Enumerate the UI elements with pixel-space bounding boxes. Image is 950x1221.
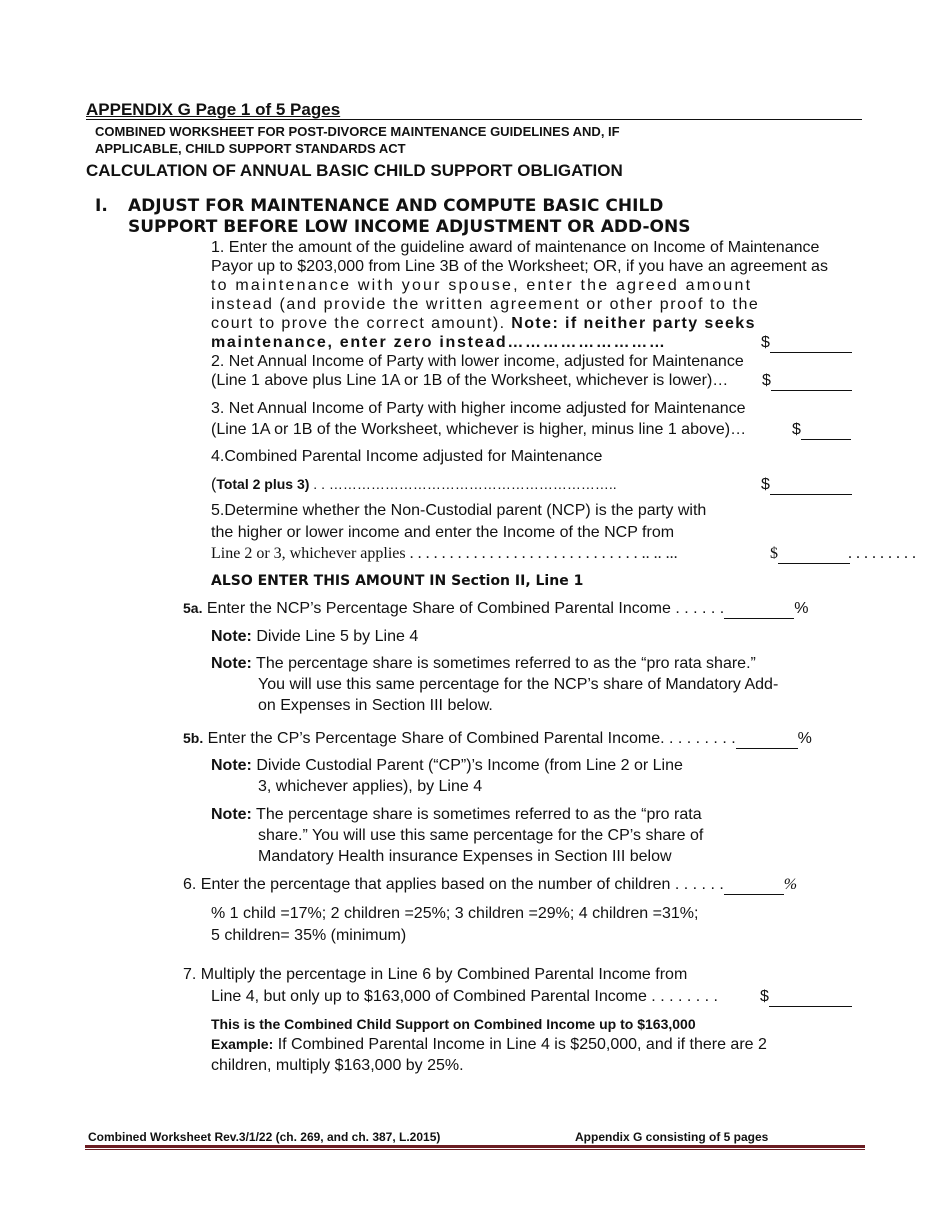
line5-text-2: the higher or lower income and enter the Income of the NCP from — [211, 524, 675, 541]
line4-text-2 — [211, 476, 617, 494]
line5b-label: Enter the CP’s Percentage Share of Combined Parental Income. . . . . . . . . — [203, 730, 736, 747]
line4-paren: ( — [211, 476, 217, 493]
line1-amount — [761, 334, 852, 353]
line5-dollar: $ — [770, 545, 778, 562]
line6-percentages-2: 5 children= 35% (minimum) — [211, 927, 407, 944]
line4-amount — [761, 476, 852, 495]
line7-example — [211, 1036, 767, 1054]
line5a-note-2-line-2: You will use this same percentage for the NCP’s share of Mandatory Add- — [258, 676, 779, 693]
line1-text-1: 1. Enter the amount of the guideline award of maintenance on Income of Maintenance — [211, 239, 820, 256]
line7-text-2: Line 4, but only up to $163,000 of Combined Parental Income . . . . . . . . — [211, 988, 718, 1005]
line7-amount-field[interactable] — [769, 988, 852, 1007]
line3-dollar: $ — [792, 421, 801, 438]
line5a-number: 5a. — [183, 600, 203, 616]
line7-combined-note: This is the Combined Child Support on Combined Income up to $163,000 — [211, 1016, 696, 1032]
line1-dollar: $ — [761, 334, 770, 351]
line5b-text — [183, 730, 812, 749]
line5a-note-1-label: Note: — [211, 628, 252, 645]
line6-percentages-1: % 1 child =17%; 2 children =25%; 3 children =29%; 4 children =31%; — [211, 905, 699, 922]
line6-text — [183, 876, 797, 895]
line7-example-label: Example: — [211, 1036, 274, 1052]
line7-dollar: $ — [760, 988, 769, 1005]
line1-text-5 — [211, 315, 756, 333]
line6-label: 6. Enter the percentage that applies based on the number of children . . . . . . — [183, 876, 724, 893]
line4-total: Total 2 plus 3) — [216, 476, 310, 492]
line5a-note-2-label: Note: — [211, 655, 252, 672]
line5-amount-field[interactable] — [778, 545, 850, 564]
line1-amount-field[interactable] — [770, 334, 852, 353]
footer-rule-thin — [85, 1149, 865, 1150]
line1-text-5a: court to prove the correct amount). — [211, 315, 512, 332]
line5-text-3: Line 2 or 3, whichever applies . . . . . . . . . . . . . . . . . . . . . . . . . . . . . .. .. ... — [211, 545, 678, 562]
line5a-note-2-line-1: The percentage share is sometimes referred to as the “pro rata share.” — [251, 655, 756, 672]
line5a-text — [183, 600, 808, 619]
line5a-note-1 — [211, 628, 418, 646]
line5b-percent-sign: % — [797, 730, 812, 747]
section-title-line-2: SUPPORT BEFORE LOW INCOME ADJUSTMENT OR ADD-ONS — [128, 217, 691, 237]
line7-text-1: 7. Multiply the percentage in Line 6 by Combined Parental Income from — [183, 966, 688, 983]
appendix-title: APPENDIX G Page 1 of 5 Pages — [86, 100, 341, 119]
line5-amount — [770, 545, 850, 564]
line2-amount-field[interactable] — [771, 372, 852, 391]
line2-amount — [762, 372, 852, 391]
line5b-note-1 — [211, 757, 683, 775]
section-number: I. — [95, 196, 108, 216]
line1-text-4: instead (and provide the written agreement or other proof to the — [211, 296, 760, 313]
footer-page-count: Appendix G consisting of 5 pages — [575, 1130, 769, 1144]
line5b-note-2 — [211, 806, 702, 824]
line5a-percent-sign: % — [794, 600, 809, 617]
line5a-note-2-line-3: on Expenses in Section III below. — [258, 697, 493, 714]
line5a-label: Enter the NCP’s Percentage Share of Combined Parental Income . . . . . . — [202, 600, 725, 617]
line4-amount-field[interactable] — [770, 476, 852, 495]
line2-text-2: (Line 1 above plus Line 1A or 1B of the Worksheet, whichever is lower)… — [211, 372, 729, 389]
line1-text-6: maintenance, enter zero instead……………………… — [211, 334, 667, 351]
line1-note: Note: if neither party seeks — [511, 315, 756, 332]
line4-dots: . . …………………………………………………….. — [309, 476, 617, 492]
line2-dollar: $ — [762, 372, 771, 389]
line5-text-1: 5.Determine whether the Non-Custodial parent (NCP) is the party with — [211, 502, 707, 519]
line1-text-3: to maintenance with your spouse, enter the agreed amount — [211, 277, 753, 294]
line7-amount — [760, 988, 852, 1007]
line6-percent-sign: % — [783, 876, 798, 893]
line6-percent-field[interactable] — [724, 876, 784, 895]
line7-example-line-2: children, multiply $163,000 by 25%. — [211, 1057, 464, 1074]
line5b-note-2-line-3: Mandatory Health insurance Expenses in Section III below — [258, 848, 672, 865]
line3-amount — [792, 421, 851, 440]
line5b-percent-field[interactable] — [736, 730, 798, 749]
line5a-note-2 — [211, 655, 756, 673]
header-rule — [86, 119, 862, 120]
line1-text-2: Payor up to $203,000 from Line 3B of the Worksheet; OR, if you have an agreement as — [211, 258, 828, 275]
line2-text-1: 2. Net Annual Income of Party with lower income, adjusted for Maintenance — [211, 353, 744, 370]
line4-text-1: 4.Combined Parental Income adjusted for Maintenance — [211, 448, 603, 465]
line5b-note-2-line-2: share.” You will use this same percentage for the CP’s share of — [258, 827, 704, 844]
line4-dollar: $ — [761, 476, 770, 493]
line5-also-enter: ALSO ENTER THIS AMOUNT IN Section II, Line 1 — [211, 573, 584, 589]
line5a-percent-field[interactable] — [724, 600, 794, 619]
worksheet-title-line-1: COMBINED WORKSHEET FOR POST-DIVORCE MAINTENANCE GUIDELINES AND, IF — [95, 124, 620, 139]
footer-revision: Combined Worksheet Rev.3/1/22 (ch. 269, and ch. 387, L.2015) — [88, 1130, 441, 1144]
line3-amount-field[interactable] — [801, 421, 851, 440]
line5b-note-1-line-1: Divide Custodial Parent (“CP”)’s Income (from Line 2 or Line — [251, 757, 683, 774]
line7-example-line-1: If Combined Parental Income in Line 4 is $250,000, and if there are 2 — [273, 1036, 767, 1053]
worksheet-title-line-2: APPLICABLE, CHILD SUPPORT STANDARDS ACT — [95, 141, 406, 156]
calculation-title: CALCULATION OF ANNUAL BASIC CHILD SUPPORT OBLIGATION — [86, 161, 623, 180]
line5-trailing-dots: . . . . . . . . . — [848, 545, 916, 562]
line5b-number: 5b. — [183, 730, 204, 746]
line5b-note-1-line-2: 3, whichever applies), by Line 4 — [258, 778, 483, 795]
line3-text-1: 3. Net Annual Income of Party with higher income adjusted for Maintenance — [211, 400, 746, 417]
line5b-note-2-line-1: The percentage share is sometimes referred to as the “pro rata — [251, 806, 702, 823]
line3-text-2: (Line 1A or 1B of the Worksheet, whichever is higher, minus line 1 above)… — [211, 421, 747, 438]
section-title-line-1: ADJUST FOR MAINTENANCE AND COMPUTE BASIC CHILD — [128, 196, 664, 216]
line5b-note-1-label: Note: — [211, 757, 252, 774]
footer-rule — [85, 1145, 865, 1148]
line5a-note-1-text: Divide Line 5 by Line 4 — [251, 628, 419, 645]
line5b-note-2-label: Note: — [211, 806, 252, 823]
